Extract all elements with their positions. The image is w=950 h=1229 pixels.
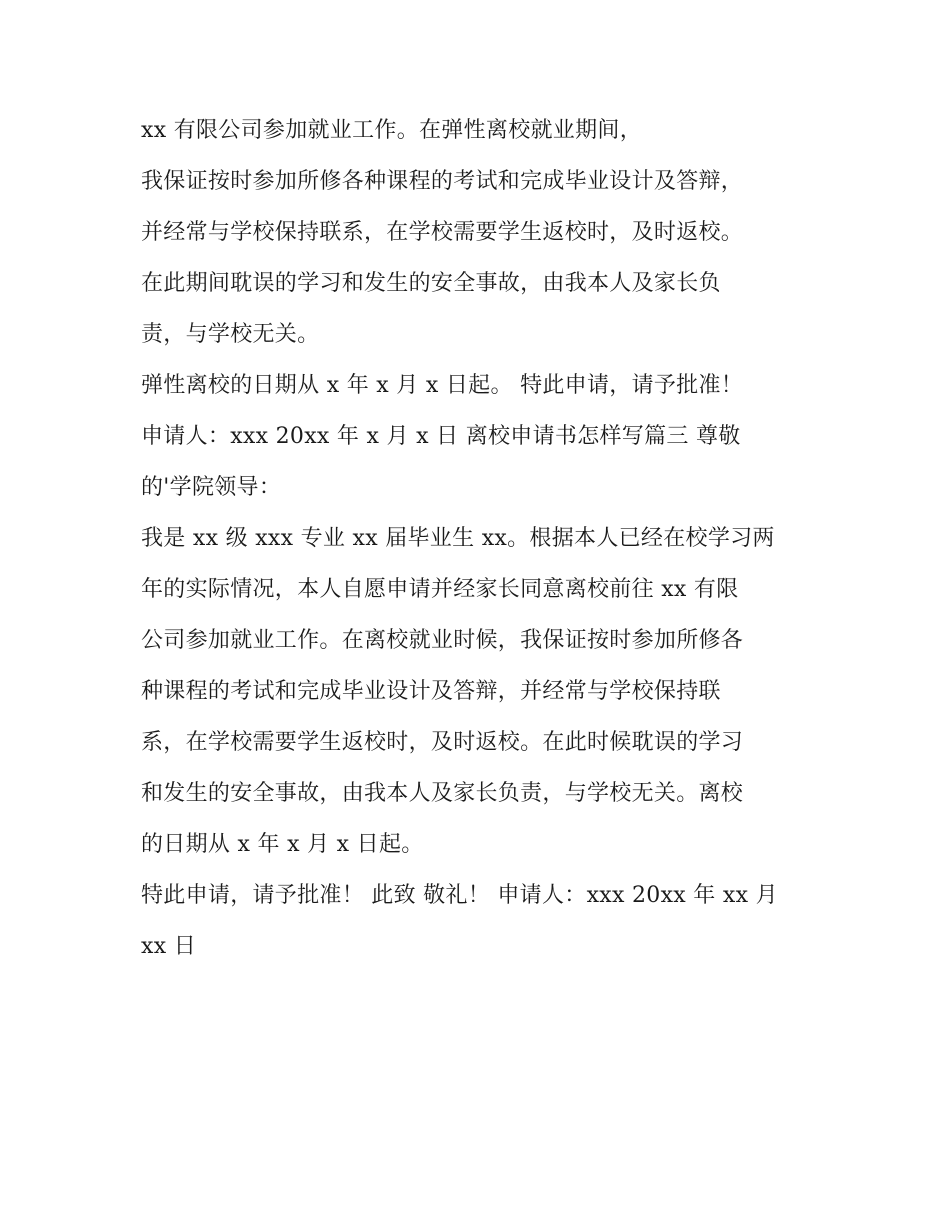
text-line: 和发生的安全事故，由我本人及家长负责，与学校无关。离校 xyxy=(141,781,744,806)
text-line: 弹性离校的日期从 x 年 x 月 x 日起。 特此申请，请予批准！ xyxy=(141,373,744,398)
text-line: 在此期间耽误的学习和发生的安全事故，由我本人及家长负 xyxy=(141,271,721,296)
text-line: 并经常与学校保持联系，在学校需要学生返校时，及时返校。 xyxy=(141,220,744,245)
text-line: 我是 xx 级 xxx 专业 xx 届毕业生 xx。根据本人已经在校学习两 xyxy=(141,526,775,551)
text-line: 我保证按时参加所修各种课程的考试和完成毕业设计及答辩， xyxy=(141,169,744,194)
text-line: xx 有限公司参加就业工作。在弹性离校就业期间， xyxy=(141,118,643,143)
text-line: 责，与学校无关。 xyxy=(141,322,320,347)
text-line: 种课程的考试和完成毕业设计及答辩，并经常与学校保持联 xyxy=(141,679,721,704)
text-line: xx 日 xyxy=(141,934,197,959)
text-line: 的'学院领导： xyxy=(141,475,282,500)
document-body xyxy=(141,110,821,977)
text-line: 的日期从 x 年 x 月 x 日起。 xyxy=(141,832,424,857)
text-line: 公司参加就业工作。在离校就业时候，我保证按时参加所修各 xyxy=(141,628,744,653)
text-line: 特此申请，请予批准！ 此致 敬礼！ 申请人：xxx 20xx 年 xx 月 xyxy=(141,883,778,908)
text-line: 系，在学校需要学生返校时，及时返校。在此时候耽误的学习 xyxy=(141,730,744,755)
text-line: 年的实际情况，本人自愿申请并经家长同意离校前往 xx 有限 xyxy=(141,577,739,602)
text-line: 申请人：xxx 20xx 年 x 月 x 日 离校申请书怎样写篇三 尊敬 xyxy=(141,424,741,449)
